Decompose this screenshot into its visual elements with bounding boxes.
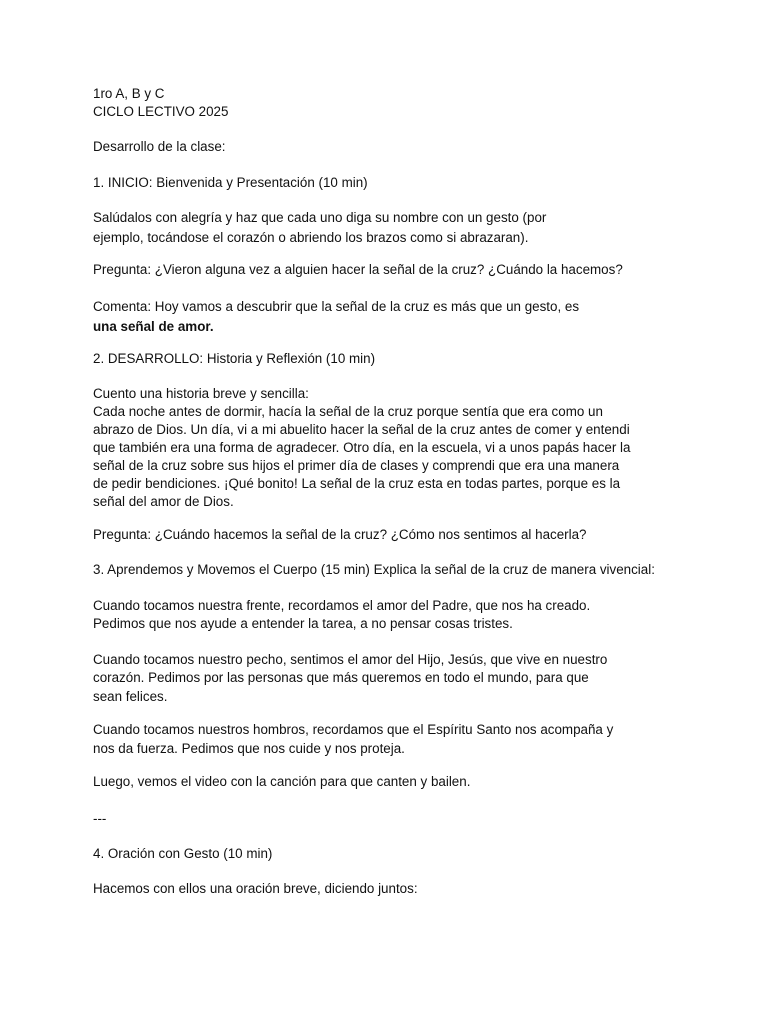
comment-line: Comenta: Hoy vamos a descubrir que la señal de la cruz es más que un gesto, es [93,299,580,314]
story-line-3: abrazo de Dios. Un día, vi a mi abuelito hacer la señal de la cruz antes de comer y entendi [93,422,630,437]
section-3-heading: 3. Aprendemos y Movemos el Cuerpo (15 min) Explica la señal de la cruz de manera vivencial: [93,562,655,577]
separator: --- [93,811,107,826]
video-line: Luego, vemos el video con la canción para que canten y bailen. [93,774,471,789]
chest-line-3: sean felices. [93,689,168,704]
story-line-1: Cuento una historia breve y sencilla: [93,386,309,401]
story-line-4: que también era una forma de agradecer. Otro día, en la escuela, vi a unos papás hacer la [93,440,631,455]
greeting-line-1: Salúdalos con alegría y haz que cada uno diga su nombre con un gesto (por [93,210,547,225]
greeting-line-2: ejemplo, tocándose el corazón o abriendo los brazos como si abrazaran). [93,230,529,245]
comment-bold-phrase: una señal de amor. [93,319,214,334]
section-2-question: Pregunta: ¿Cuándo hacemos la señal de la cruz? ¿Cómo nos sentimos al hacerla? [93,527,587,542]
shoulder-line-2: nos da fuerza. Pedimos que nos cuide y nos proteja. [93,741,405,756]
chest-line-2: corazón. Pedimos por las personas que más queremos en todo el mundo, para que [93,670,589,685]
section-2-heading: 2. DESARROLLO: Historia y Reflexión (10 min) [93,351,376,366]
forehead-line-1: Cuando tocamos nuestra frente, recordamos el amor del Padre, que nos ha creado. [93,598,591,613]
section-1-question: Pregunta: ¿Vieron alguna vez a alguien hacer la señal de la cruz? ¿Cuándo la hacemos? [93,262,623,277]
prayer-intro: Hacemos con ellos una oración breve, diciendo juntos: [93,881,418,896]
shoulder-line-1: Cuando tocamos nuestros hombros, recordamos que el Espíritu Santo nos acompaña y [93,722,614,737]
chest-line-1: Cuando tocamos nuestro pecho, sentimos el amor del Hijo, Jesús, que vive en nuestro [93,652,608,667]
section-4-heading: 4. Oración con Gesto (10 min) [93,846,273,861]
story-line-2: Cada noche antes de dormir, hacía la señal de la cruz porque sentía que era como un [93,404,603,419]
class-development-label: Desarrollo de la clase: [93,139,226,154]
school-year-label: CICLO LECTIVO 2025 [93,104,229,119]
course-label: 1ro A, B y C [93,86,165,101]
section-1-heading: 1. INICIO: Bienvenida y Presentación (10 min) [93,175,368,190]
story-line-5: señal de la cruz sobre sus hijos el primer día de clases y comprendi que era una manera [93,458,620,473]
story-line-6: de pedir bendiciones. ¡Qué bonito! La señal de la cruz esta en todas partes, porque es la [93,476,621,491]
forehead-line-2: Pedimos que nos ayude a entender la tarea, a no pensar cosas tristes. [93,616,513,631]
story-line-7: señal del amor de Dios. [93,494,234,509]
